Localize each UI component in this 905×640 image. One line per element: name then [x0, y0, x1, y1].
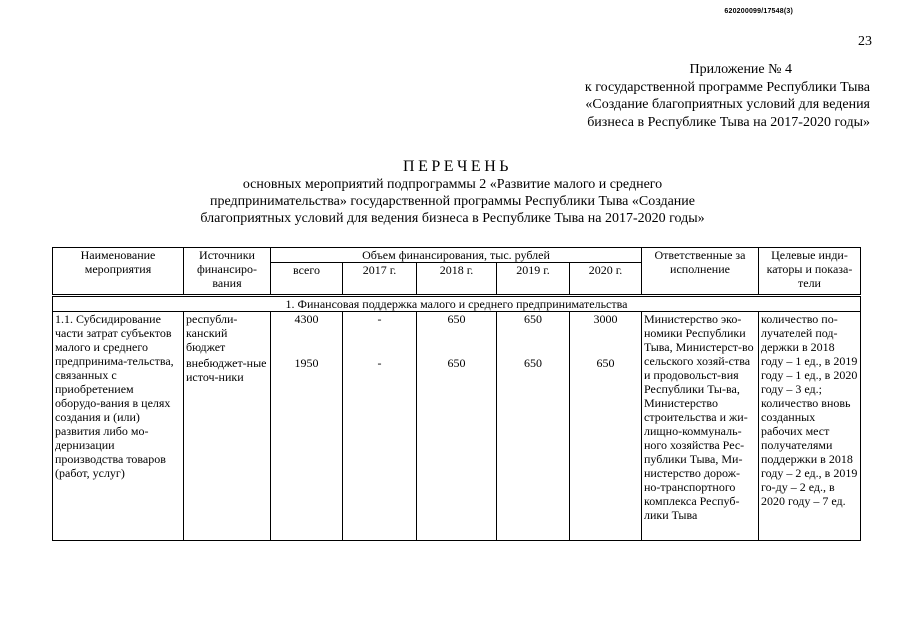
section-row	[53, 296, 861, 312]
heading-title: ПЕРЕЧЕНЬ	[403, 158, 512, 175]
funding-2019: 650	[497, 356, 570, 541]
table-row	[53, 312, 861, 357]
source-name: республи-канский бюджет	[184, 312, 271, 357]
heading-line: основных мероприятий подпрограммы 2 «Развитие малого и среднего	[242, 177, 663, 192]
document-code: 620200099/17548(3)	[724, 8, 793, 15]
heading-subtitle	[153, 176, 753, 227]
responsible-executors: Министерство эко-номики Республики Тыва, Министерст-во сельского хозяй-ства и продовольст-вия Республики Ты-ва, Министерство строительства и жи-лищно-коммуналь-ного хозяйства Рес-публики Тыва, Ми-нистерство дорож-но-транспортного комплекса Респуб-лики Тыва	[642, 312, 759, 541]
appendix-caption	[585, 61, 870, 131]
funding-2017: -	[343, 312, 417, 357]
funding-2018: 650	[417, 312, 497, 357]
appendix-line: к государственной программе Республики Тыва	[584, 79, 870, 95]
header-indicators: Целевые инди-каторы и показа-тели	[759, 248, 861, 296]
header-2017: 2017 г.	[343, 263, 417, 296]
table-header-row	[53, 248, 861, 263]
appendix-line: бизнеса в Республике Тыва на 2017-2020 годы»	[587, 114, 870, 130]
header-responsible: Ответственные за исполнение	[642, 248, 759, 296]
header-2019: 2019 г.	[497, 263, 570, 296]
heading-line: благоприятных условий для ведения бизнеса в Республике Тыва на 2017-2020 годы»	[200, 211, 705, 226]
header-funding: Объем финансирования, тыс. рублей	[271, 248, 642, 263]
header-2020: 2020 г.	[570, 263, 642, 296]
funding-2020: 650	[570, 356, 642, 541]
heading-line: предпринимательства» государственной программы Республики Тыва «Создание	[209, 194, 696, 209]
source-name: внебюджет-ные источ-ники	[184, 356, 271, 541]
document-heading	[0, 158, 905, 227]
header-total: всего	[271, 263, 343, 296]
appendix-number: Приложение № 4	[689, 62, 792, 77]
target-indicators: количество по-лучателей под-держки в 2018 году – 1 ед., в 2019 году – 1 ед., в 2020 году – 3 ед.; количество вновь созданных рабочих мест получателями поддержки в 2018 году – 2 ед., в 2019 го-ду – 2 ед., в 2020 году – 7 ед.	[759, 312, 861, 541]
header-2018: 2018 г.	[417, 263, 497, 296]
funding-total: 4300	[271, 312, 343, 357]
measure-name: 1.1. Субсидирование части затрат субъектов малого и среднего предпринима-тельства, связанных с приобретением оборудо-вания в целях создания и (или) развития либо мо-дернизации производства товаров (работ, услуг)	[53, 312, 184, 541]
header-source: Источники финансиро-вания	[184, 248, 271, 296]
page-number: 23	[858, 34, 872, 49]
funding-2020: 3000	[570, 312, 642, 357]
funding-2018: 650	[417, 356, 497, 541]
funding-total: 1950	[271, 356, 343, 541]
measures-table	[52, 247, 861, 541]
header-name: Наименование мероприятия	[53, 248, 184, 296]
section-title: 1. Финансовая поддержка малого и среднего предпринимательства	[53, 296, 861, 312]
appendix-line: «Создание благоприятных условий для ведения	[585, 97, 870, 112]
funding-2019: 650	[497, 312, 570, 357]
funding-2017: -	[343, 356, 417, 541]
